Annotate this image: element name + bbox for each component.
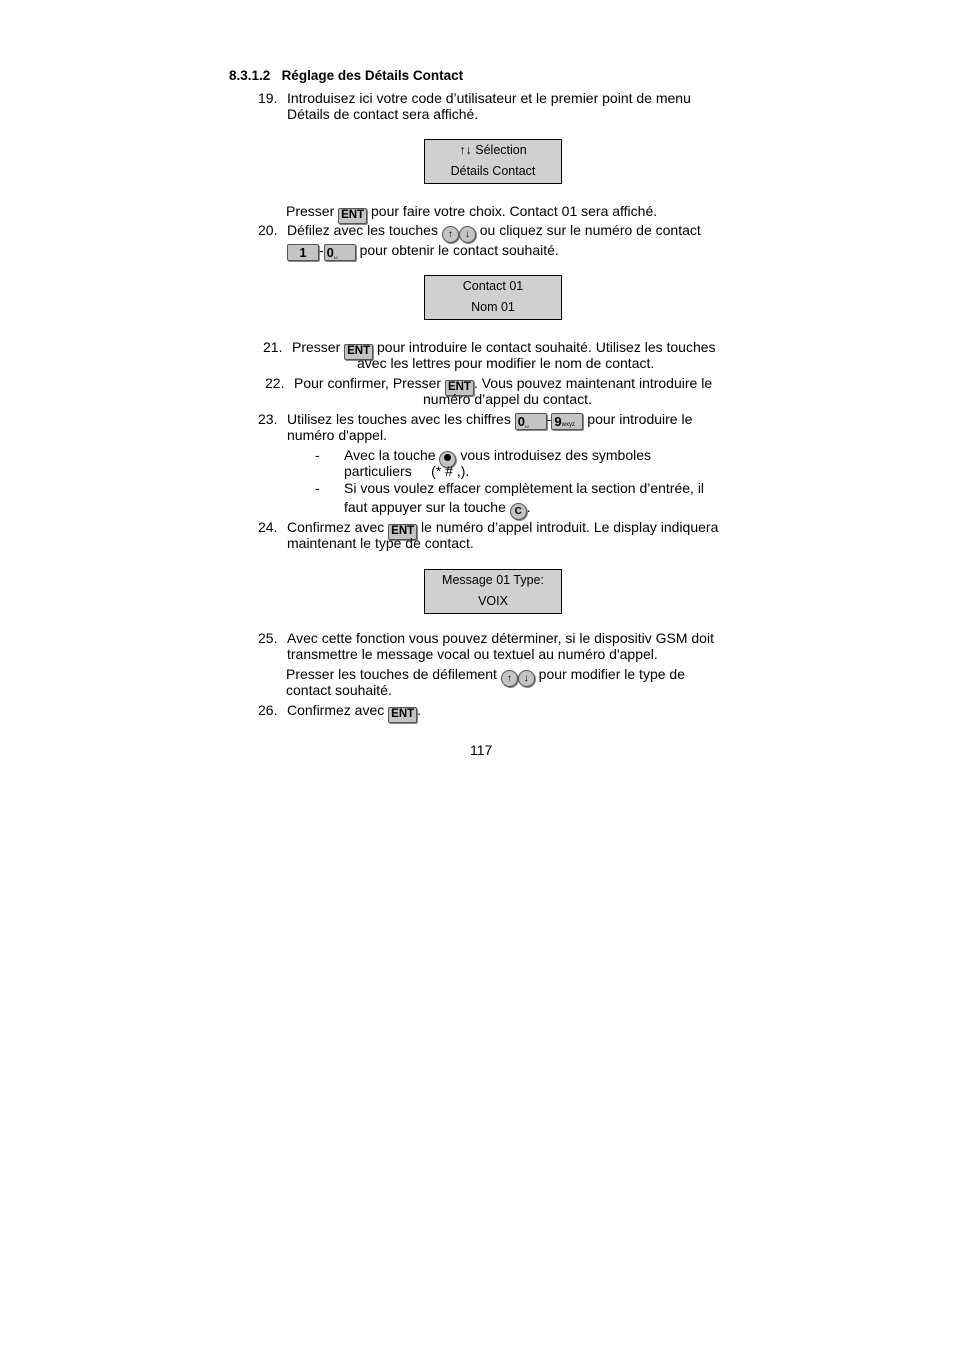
step-number: 20. xyxy=(258,222,278,238)
key-digit: 0 xyxy=(326,245,334,260)
text: pour faire votre choix. Contact 01 sera affiché. xyxy=(371,203,658,219)
text: (* # ,). xyxy=(431,463,470,479)
text: vous introduisez des symboles xyxy=(460,447,652,463)
text: . xyxy=(526,499,531,515)
text: ou cliquez sur le numéro de contact xyxy=(479,222,701,238)
text: faut appuyer sur la touche xyxy=(344,499,506,515)
clear-key-icon: C xyxy=(510,503,527,520)
step-text: transmettre le message vocal ou textuel au numéro d'appel. xyxy=(287,646,658,662)
section-heading xyxy=(229,68,463,83)
step-text: numéro d'appel. xyxy=(287,427,387,443)
text: . xyxy=(417,702,422,718)
step-text xyxy=(287,222,701,243)
text: Utilisez les touches avec les chiffres xyxy=(287,411,511,427)
text: Presser xyxy=(292,339,341,355)
lcd-display xyxy=(424,569,562,614)
step-text: maintenant le type de contact. xyxy=(287,535,474,551)
text: . Vous pouvez maintenant introduire le xyxy=(473,375,713,391)
ent-key-icon: ENT xyxy=(388,524,417,540)
key-digit: 0 xyxy=(517,414,525,429)
step-text: Avec cette fonction vous pouvez déterminer, si le dispositiv GSM doit xyxy=(287,630,714,646)
text: particuliers xyxy=(344,463,412,479)
nine-key-icon xyxy=(551,413,583,430)
up-arrow-key-icon: ↑ xyxy=(501,670,518,687)
zero-key-icon xyxy=(515,413,547,430)
lcd-line: Contact 01 xyxy=(462,279,524,293)
lcd-display xyxy=(424,139,562,184)
lcd-line: Nom 01 xyxy=(471,300,515,314)
bullet-dash: - xyxy=(315,447,320,463)
text: Avec la touche xyxy=(344,447,436,463)
step-number: 24. xyxy=(258,519,278,535)
key-letters: wxyz xyxy=(561,422,575,428)
bullet-text: Si vous voulez effacer complètement la section d’entrée, il xyxy=(344,480,705,496)
step-text xyxy=(287,242,559,261)
text: le numéro d’appel introduit. Le display indiquera xyxy=(421,519,719,535)
space-symbol-icon: ␣ xyxy=(333,253,338,259)
lcd-line: VOIX xyxy=(478,594,508,608)
step-text: Détails de contact sera affiché. xyxy=(287,106,479,122)
step-text: contact souhaité. xyxy=(286,682,392,698)
bullet-dash: - xyxy=(315,480,320,496)
text: pour introduire le xyxy=(587,411,693,427)
section-number: 8.3.1.2 xyxy=(229,68,271,83)
section-title: Réglage des Détails Contact xyxy=(281,68,464,83)
text: Défilez avec les touches xyxy=(287,222,438,238)
step-text: Introduisez ici votre code d’utilisateur et le premier point de menu xyxy=(287,90,691,106)
step-text xyxy=(287,702,421,723)
step-number: 22. xyxy=(265,375,285,391)
ent-key-icon: ENT xyxy=(344,344,373,360)
text: Presser les touches de défilement xyxy=(286,666,497,682)
down-arrow-key-icon: ↓ xyxy=(518,670,535,687)
text: pour modifier le type de xyxy=(538,666,685,682)
text: - xyxy=(319,242,324,258)
step-number: 19. xyxy=(258,90,278,106)
step-number: 25. xyxy=(258,630,278,646)
ent-key-icon: ENT xyxy=(388,707,417,723)
lcd-line: Message 01 Type: xyxy=(442,573,544,587)
text: Pour confirmer, Presser xyxy=(294,375,442,391)
space-symbol-icon: ␣ xyxy=(524,422,529,428)
page-number: 117 xyxy=(470,742,493,758)
ent-key-icon: ENT xyxy=(338,208,367,224)
zero-key-icon xyxy=(324,244,356,261)
lcd-line: ↑↓ Sélection xyxy=(459,143,527,157)
bullet-text xyxy=(344,499,531,520)
step-text xyxy=(286,203,657,224)
down-arrow-key-icon: ↓ xyxy=(459,226,476,243)
step-number: 23. xyxy=(258,411,278,427)
up-arrow-key-icon: ↑ xyxy=(442,226,459,243)
text: - xyxy=(546,411,552,427)
lcd-line: Détails Contact xyxy=(450,164,536,178)
key-digit: 9 xyxy=(554,414,562,429)
text: pour obtenir le contact souhaité. xyxy=(359,242,559,258)
bullet-text xyxy=(344,463,469,479)
lcd-display xyxy=(424,275,562,320)
text: Presser xyxy=(286,203,335,219)
text: pour introduire le contact souhaité. Utilisez les touches xyxy=(377,339,716,355)
step-text: avec les lettres pour modifier le nom de contact. xyxy=(357,355,655,371)
step-text: numéro d’appel du contact. xyxy=(423,391,592,407)
ent-key-icon: ENT xyxy=(445,380,474,396)
text: Confirmez avec xyxy=(287,702,385,718)
step-number: 26. xyxy=(258,702,278,718)
step-number: 21. xyxy=(263,339,283,355)
one-key-icon: 1 xyxy=(287,244,319,261)
text: Confirmez avec xyxy=(287,519,385,535)
